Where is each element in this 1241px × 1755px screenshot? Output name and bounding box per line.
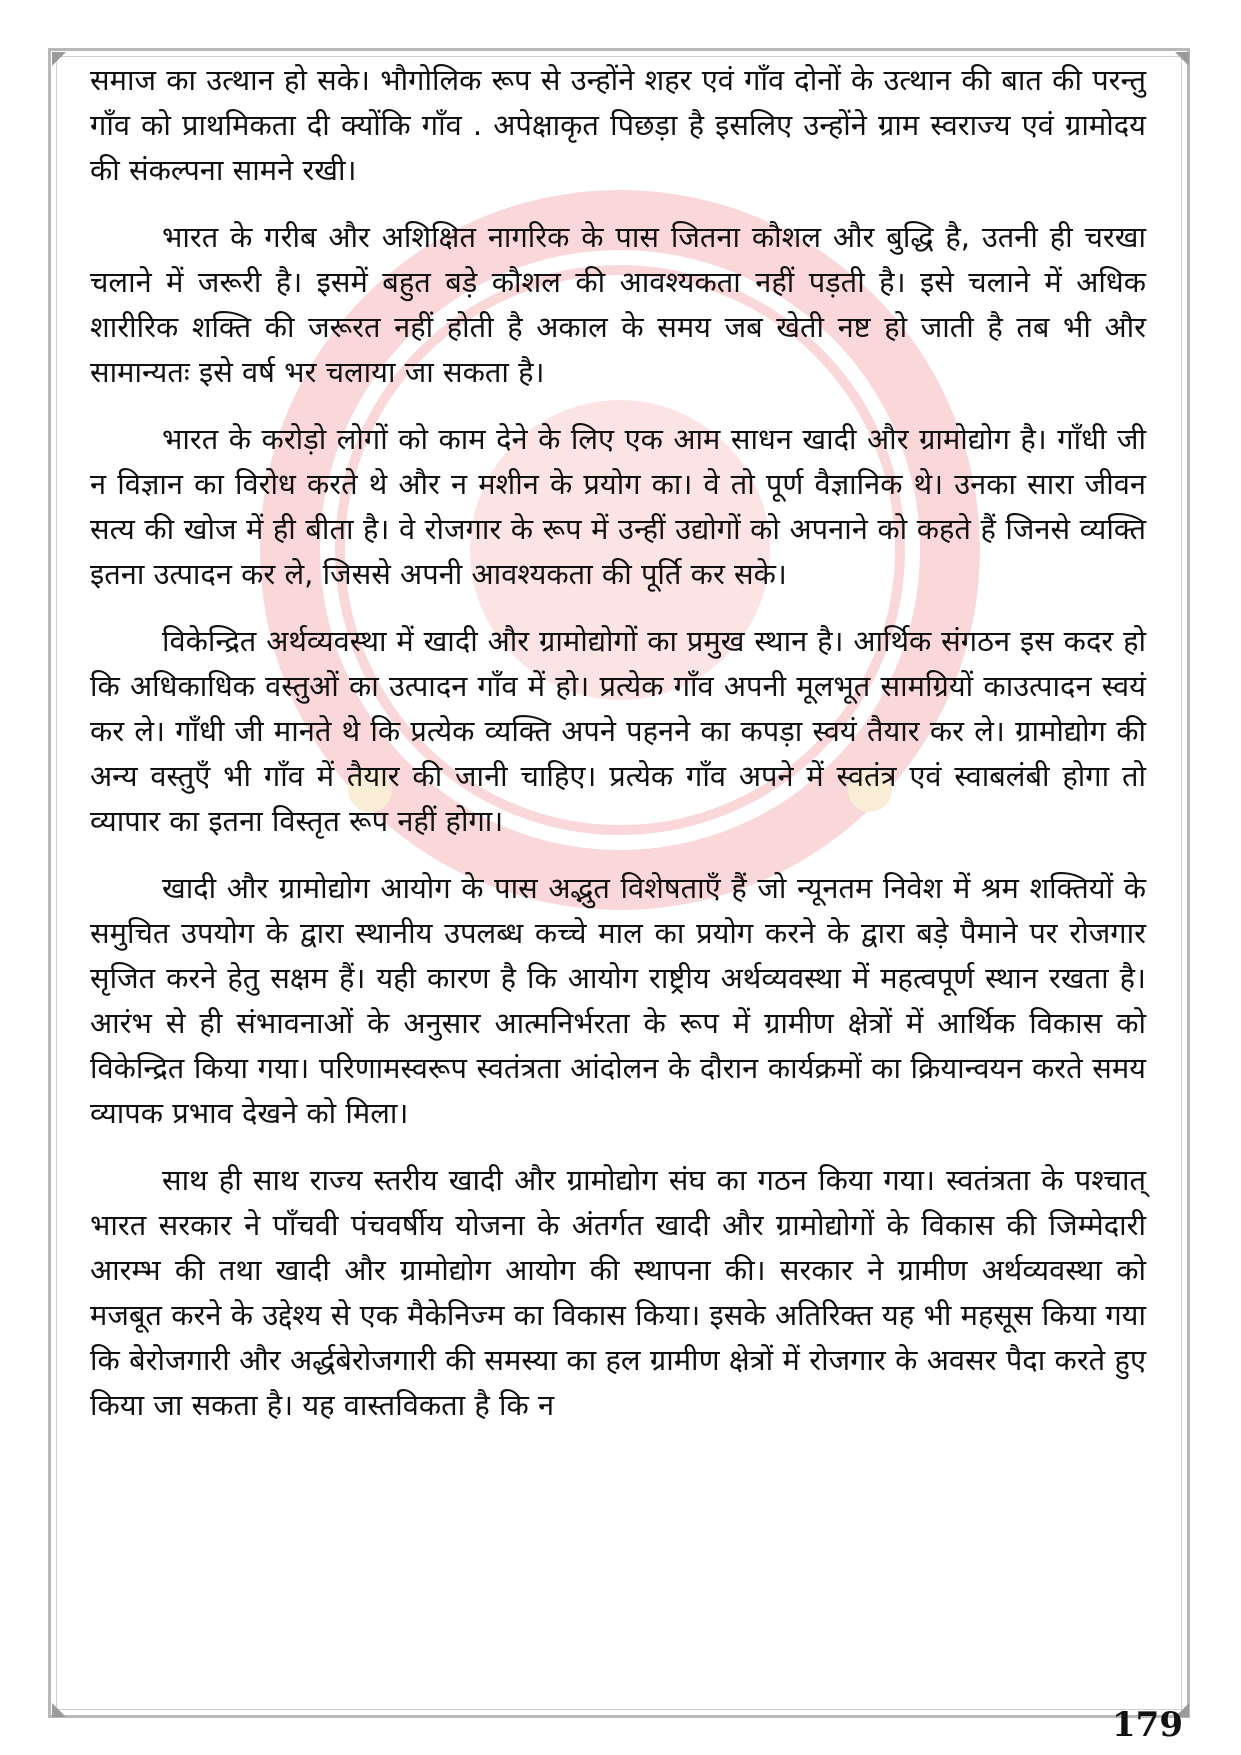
paragraph-3: भारत के करोड़ो लोगों को काम देने के लिए एक आम साधन खादी और ग्रामोद्योग है। गाँधी जी न विज्ञान का विरोध करते थे और न मशीन के प्रयोग का। वे तो पूर्ण वैज्ञानिक थे। उनका सारा जीवन सत्य की खोज में ही बीता है। वे रोजगार के रूप में उन्हीं उद्योगों को अपनाने को कहते हैं जिनसे व्यक्ति इतना उत्पादन कर ले, जिससे अपनी आवश्यकता की पूर्ति कर सके। — [90, 422, 1146, 591]
corner-ornament-bottom-left — [52, 1703, 66, 1717]
corner-ornament-top-left — [52, 52, 66, 66]
paragraph-6: साथ ही साथ राज्य स्तरीय खादी और ग्रामोद्योग संघ का गठन किया गया। स्वतंत्रता के पश्चात् भारत सरकार ने पाँचवी पंचवर्षीय योजना के अंतर्गत खादी और ग्रामोद्योगों के विकास की जिम्मेदारी आरम्भ की तथा खादी और ग्रामोद्योग आयोग की स्थापना की। सरकार ने ग्रामीण अर्थव्यवस्था को मजबूत करने के उद्देश्य से एक मैकेनिज्म का विकास किया। इसके अतिरिक्त यह भी महसूस किया गया कि बेरोजगारी और अर्द्धबेरोजगारी की समस्या का हल ग्रामीण क्षेत्रों में रोजगार के अवसर पैदा करते हुए किया जा सकता है। यह वास्तविकता है कि न — [90, 1163, 1146, 1422]
page-number: 179 — [1112, 1705, 1183, 1745]
paragraph-5: खादी और ग्रामोद्योग आयोग के पास अद्भुत विशेषताएँ हैं जो न्यूनतम निवेश में श्रम शक्तियों के समुचित उपयोग के द्वारा स्थानीय उपलब्ध कच्चे माल का प्रयोग करने के द्वारा बड़े पैमाने पर रोजगार सृजित करने हेतु सक्षम हैं। यही कारण है कि आयोग राष्ट्रीय अर्थव्यवस्था में महत्वपूर्ण स्थान रखता है। आरंभ से ही संभावनाओं के अनुसार आत्मनिर्भरता के रूप में ग्रामीण क्षेत्रों में आर्थिक विकास को विकेन्द्रित किया गया। परिणामस्वरूप स्वतंत्रता आंदोलन के दौरान कार्यक्रमों का क्रियान्वयन करते समय व्यापक प्रभाव देखने को मिला। — [90, 871, 1146, 1130]
corner-ornament-top-right — [1175, 52, 1189, 66]
paragraph-2: भारत के गरीब और अशिक्षित नागरिक के पास जितना कौशल और बुद्धि है, उतनी ही चरखा चलाने में जरूरी है। इसमें बहुत बड़े कौशल की आवश्यकता नहीं पड़ती है। इसे चलाने में अधिक शारीरिक शक्ति की जरूरत नहीं होती है अकाल के समय जब खेती नष्ट हो जाती है तब भी और सामान्यतः इसे वर्ष भर चलाया जा सकता है। — [90, 220, 1146, 389]
paragraph-4: विकेन्द्रित अर्थव्यवस्था में खादी और ग्रामोद्योगों का प्रमुख स्थान है। आर्थिक संगठन इस कदर हो कि अधिकाधिक वस्तुओं का उत्पादन गाँव में हो। प्रत्येक गाँव अपनी मूलभूत सामग्रियों काउत्पादन स्वयं कर ले। गाँधी जी मानते थे कि प्रत्येक व्यक्ति अपने पहनने का कपड़ा स्वयं तैयार कर ले। ग्रामोद्योग की अन्य वस्तुएँ भी गाँव में तैयार की जानी चाहिए। प्रत्येक गाँव अपने में स्वतंत्र एवं स्वाबलंबी होगा तो व्यापार का इतना विस्तृत रूप नहीं होगा। — [90, 624, 1146, 838]
paragraph-1: समाज का उत्थान हो सके। भौगोलिक रूप से उन्होंने शहर एवं गाँव दोनों के उत्थान की बात की परन्तु गाँव को प्राथमिकता दी क्योंकि गाँव . अपेक्षाकृत पिछड़ा है इसलिए उन्होंने ग्राम स्वराज्य एवं ग्रामोदय की संकल्पना सामने रखी। — [90, 63, 1146, 187]
document-body — [90, 58, 1146, 1450]
